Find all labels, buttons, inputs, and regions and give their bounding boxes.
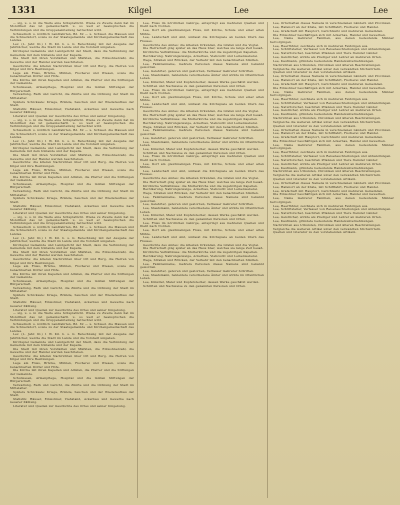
paragraph: Lee, Kaufmann, gründete bedeutende Handelsunternehmungen. — [273, 165, 375, 170]
paragraph: Schulwesen, Armenpflege, Hospital und die milden Stiftungen der Bürgerschaft. — [10, 181, 134, 190]
paragraph: Die Stadt mit ihren Vorstädten und Märkten, die Einwohnerzahl, die Gewerbe und der Handel werden beschrieben. — [10, 153, 134, 161]
paragraph: Nachrichten aus Urkunden, Chroniken und älteren Beschreibungen. — [273, 169, 382, 174]
paragraph: Lee, Dorf am gleichnamigen Fluss, mit Kirche, Schule und einer alten Mühle. — [140, 28, 264, 36]
paragraph: Lev. (L. Jahr. Kl.) 1 W. Kil. b. s. G. Berechnung mit der Ausgabe der Jahrbücher, welche die Stadt im Lande und die Vorstadt umgaben. — [10, 42, 134, 50]
paragraph: Lee, Gelehrter, geboren und gestorben, Verfasser mehrerer Schriften. — [143, 135, 255, 140]
paragraph: Kirchliche Verhältnisse: die Mutterkirche und die zugehörigen Kapellen. — [143, 183, 259, 188]
paragraph: Lee, Heerführer, zeichnete sich in mehreren Feldzügen aus. — [273, 150, 369, 155]
paragraph: Lee, Naturforscher, beschrieb Pflanzen und Tiere fremder Länder. — [273, 51, 379, 56]
paragraph: Lee, Heerführer, zeichnete sich in mehreren Feldzügen aus. — [273, 43, 369, 48]
paragraph: Literatur und Quellen zur Geschichte des Ortes und seiner Umgebung. — [13, 113, 126, 118]
paragraph: Geschichte des Amtes: die ältesten Urkunden, die Grafen und die Vogtei. — [143, 109, 260, 114]
paragraph: Lee, Ortschaften dieses Namens in verschiedenen Ländern und Provinzen. — [273, 22, 392, 25]
paragraph: Lee, Geistlicher, wirkte als Prediger und Lehrer an mehreren Orten. — [273, 215, 382, 220]
paragraph: Lee, Staatsmann, bekleidete verschiedene Ämter und wirkte im öffentlichen Leben. — [140, 139, 264, 147]
paragraph: Lee, Dorf am gleichnamigen Fluss, mit Kirche, Schule und einer alten Mühle. — [140, 161, 264, 169]
paragraph: Lee, Naturforscher, beschrieb Pflanzen und Tiere fremder Länder. — [273, 104, 379, 109]
paragraph: Lee, Name mehrerer Familien, aus denen bedeutende Männer hervorgingen. — [270, 89, 394, 98]
header-word-left: Kilgel — [128, 6, 152, 15]
paragraph: Lee, Familienname, mehrere Personen dieses Namens sind bekannt geworden. — [140, 61, 264, 70]
column-divider — [137, 22, 138, 498]
paragraph: Kirchliche Verhältnisse: die Mutterkirche und die zugehörigen Kapellen. — [143, 250, 259, 255]
paragraph: Lee, Kaufmann, gründete bedeutende Handelsunternehmungen. — [273, 112, 375, 117]
paragraph: Lee, Gelehrter, geboren und gestorben, Verfasser mehrerer Schriften. — [143, 202, 255, 207]
paragraph: Verwaltung, Rath und Gericht, die Zünfte und die Ordnung der Stadt im Mittelalter. — [10, 285, 134, 294]
paragraph: Geschichte: die älteren Nachrichten über Ort und Burg, die Herren von Kilgel und ihre Besitzungen. — [10, 160, 134, 168]
paragraph: Lev. (L. Jahr. Kl.) 1 W. Kil. b. s. G. Berechnung mit der Ausgabe der Jahrbücher, welche die Stadt im Lande und die Vorstadt umgaben. — [10, 138, 134, 147]
paragraph: — sig, u. s. in die Weite eine Schuplatlichl. Wiene zu Zweite denn hat im Mondtheil das ist gemeinschaftl. u. so weit er beanspruchen die Verbindungen und die Gruppeneinteilung betrachtet wird. — [10, 311, 134, 323]
paragraph: Lee, Hafenort an der Küste, mit Schifffahrt, Fischerei und Handel. — [273, 24, 380, 29]
paragraph: Die Stadt mit ihren Vorstädten und Märkten, die Einwohnerzahl, die Gewerbe und der Handel werden beschrieben. — [10, 346, 134, 355]
paragraph: Lee, Hafenort an der Küste, mit Schifffahrt, Fischerei und Handel. — [273, 78, 380, 83]
paragraph: Spätere Schicksale: Kriege, Brände, Seuchen und der Wiederaufbau der Stadt. — [10, 196, 134, 204]
paragraph: Lage am Fluss, Brücke, Mühlen, Fischerei und Wiesen, sowie die benachbarten Dörfer und Höfe. — [10, 70, 134, 79]
text-column-2 — [140, 22, 264, 498]
paragraph: Lee, Schriftsteller, Verfasser von Reisebeschreibungen und Abhandlungen. — [273, 154, 392, 159]
paragraph: Literatur und Quellen zur Geschichte des Ortes und seiner Umgebung. — [13, 404, 126, 409]
paragraph: Lee, Naturforscher, beschrieb Pflanzen und Tiere fremder Länder. — [273, 157, 379, 162]
paragraph: Vergleiche die weiteren Artikel unter den verwandten Stichwörtern. — [273, 119, 382, 124]
paragraph: Lee, Fluss im nördlichen Gebirge, entspringt aus mehreren Quellen und fließt nach Norden. — [140, 154, 264, 162]
paragraph: Die Stadt mit ihren Vorstädten und Märkten, die Einwohnerzahl, die Gewerbe und der Handel werden beschrieben. — [10, 56, 134, 64]
paragraph: — sig, u. s. in die Weite eine Schuplatlichl. Wiene zu Zweite denn hat im Mondtheil das ist gemeinschaftl. u. so weit er beanspruchen die Verbindungen und die Gruppeneinteilung betrachtet wird. — [10, 214, 134, 226]
paragraph: Geschichte: die älteren Nachrichten über Ort und Burg, die Herren von Kilgel und ihre Besitzungen. — [10, 353, 134, 362]
header-rule — [8, 18, 392, 19]
paragraph: Vergleiche die weiteren Artikel unter den verwandten Stichwörtern. — [273, 66, 382, 71]
paragraph: Lee, Geistlicher, wirkte als Prediger und Lehrer an mehreren Orten. — [273, 108, 382, 113]
paragraph: Schwedisch u. nördlich Landfahrten, Bd. 82 — u. Schwed. die Mausen und die Schneckdorf, sowie zu der Staatsgemeinde und Kirchengemeinschaft des Landes. — [10, 321, 134, 333]
paragraph: Lee, Gelehrter, geboren und gestorben, Verfasser mehrerer Schriften. — [143, 269, 255, 274]
paragraph: Lee, Grafschaft mit Hauptort, Gerichtssitz und mehreren Gemeinden. — [273, 82, 384, 86]
paragraph: Lee, Ortschaften dieses Namens in verschiedenen Ländern und Provinzen. — [273, 127, 392, 132]
page-number: 1331 — [11, 6, 37, 16]
paragraph: Geschichte des Amtes: die ältesten Urkunden, die Grafen und die Vogtei. — [143, 42, 260, 47]
paragraph: Lee, Landschaft und Amt, umfasst die Kirchspiele an beiden Ufern des Flusses. — [140, 168, 264, 177]
paragraph: Literatur und Quellen zur Geschichte des Ortes und seiner Umgebung. — [13, 307, 126, 312]
paragraph: Die Einwohner beschäftigen sich mit Ackerbau, Handel und Gewerben. — [273, 139, 386, 144]
paragraph: Bevölkerung, Nahrungszweige, Ackerbau, Viehzucht und Leinenweberei. — [143, 254, 259, 259]
paragraph: Lee, Schriftsteller, Verfasser von Reisebeschreibungen und Abhandlungen. — [273, 100, 392, 105]
paragraph: Lee, Schriftsteller, Verfasser von Reisebeschreibungen und Abhandlungen. — [273, 47, 392, 52]
paragraph: Spätere Schicksale: Kriege, Brände, Seuchen und der Wiederaufbau der Stadt. — [10, 99, 134, 107]
paragraph: Lee, Grafschaft mit Hauptort, Gerichtssitz und mehreren Gemeinden. — [273, 188, 384, 193]
paragraph: Lee, Fluss im nördlichen Gebirge, entspringt aus mehreren Quellen und fließt nach Norden. — [140, 87, 264, 96]
paragraph: Statistik: Häuser, Einwohner, Viehstand, Ackerbau und Gewerbe nach neuerer Zählung. — [10, 203, 134, 211]
paragraph: Lee, Heerführer, zeichnete sich in mehreren Feldzügen aus. — [273, 96, 369, 101]
paragraph: — sig, u. s. in die Weite eine Schuplatlichl. Wiene zu Zweite denn hat im Mondtheil das ist gemeinschaftl. u. so weit er beanspruchen die Verbindungen und die Gruppeneinteilung betrachtet wird. — [10, 117, 134, 129]
paragraph: Lee, Schriftsteller, Verfasser von Reisebeschreibungen und Abhandlungen. — [273, 207, 392, 212]
paragraph: Lee, Dorf am gleichnamigen Fluss, mit Kirche, Schule und einer alten Mühle. — [140, 228, 264, 236]
paragraph: Lage am Fluss, Brücke, Mühlen, Fischerei und Wiesen, sowie die benachbarten Dörfer und Höfe. — [10, 361, 134, 369]
paragraph: Kirchspiel Gemeinde und Landgericht der Stadt, dazu die Verbindung der Gemeinde mit dem Umlande und der Kapelle. — [10, 242, 134, 251]
paragraph: Lage am Fluss, Brücke, Mühlen, Fischerei und Wiesen, sowie die benachbarten Dörfer und Höfe. — [10, 264, 134, 272]
paragraph: Nachrichten aus Urkunden, Chroniken und älteren Beschreibungen. — [273, 222, 382, 227]
paragraph: — sig, u. s. in die Weite eine Schuplatlichl. Wiene zu Zweite denn hat im Mondtheil das ist gemeinschaftl. u. so weit er beanspruchen die Verbindungen und die Gruppeneinteilung betrachtet wird. — [10, 22, 134, 32]
paragraph: Lee, Gelehrter, geboren und gestorben, Verfasser mehrerer Schriften. — [143, 68, 255, 73]
paragraph: Kirchspiel Gemeinde und Landgericht der Stadt, dazu die Verbindung der Gemeinde mit dem Umlande und der Kapelle. — [10, 339, 134, 347]
paragraph: Kirchliche Verhältnisse: die Mutterkirche und die zugehörigen Kapellen. — [143, 50, 259, 55]
paragraph: Spätere Schicksale: Kriege, Brände, Seuchen und der Wiederaufbau der Stadt. — [10, 389, 134, 398]
paragraph: Verwaltung, Rath und Gericht, die Zünfte und die Ordnung der Stadt im Mittelalter. — [10, 382, 134, 391]
paragraph: Lev. (L. Jahr. Kl.) 1 W. Kil. b. s. G. Berechnung mit der Ausgabe der Jahrbücher, welche die Stadt im Lande und die Vorstadt umgaben. — [10, 332, 134, 340]
paragraph: Lee, Grafschaft mit Hauptort, Gerichtssitz und mehreren Gemeinden. — [273, 28, 384, 33]
paragraph: Kirchspiel Gemeinde und Landgericht der Stadt, dazu die Verbindung der Gemeinde mit dem Umlande und der Kapelle. — [10, 49, 134, 57]
header-word-right: Lee — [373, 6, 388, 15]
paragraph: Lee, Fluss im nördlichen Gebirge, entspringt aus mehreren Quellen und fließt nach Norden. — [140, 22, 264, 29]
paragraph: Schulwesen, Armenpflege, Hospital und die milden Stiftungen der Bürgerschaft. — [10, 85, 134, 93]
paragraph: Lee, Hafenort an der Küste, mit Schifffahrt, Fischerei und Handel. — [273, 184, 380, 189]
paragraph: Die Einwohner beschäftigen sich mit Ackerbau, Handel und Gewerben. — [273, 192, 386, 197]
paragraph: Vergleiche die weiteren Artikel unter den verwandten Stichwörtern. — [273, 173, 382, 178]
paragraph: Die Kirche mit ihren Kapellen und Altären, die Pfarrer und die Stiftungen der Gemeinde. — [10, 174, 134, 183]
paragraph: Lee, Heerführer, zeichnete sich in mehreren Feldzügen aus. — [273, 203, 369, 208]
paragraph: Lee, Dorf am gleichnamigen Fluss, mit Kirche, Schule und einer alten Mühle. — [140, 94, 264, 103]
paragraph: Bevölkerung, Nahrungszweige, Ackerbau, Viehzucht und Leinenweberei. — [143, 187, 259, 192]
paragraph: Lee, Geistlicher, wirkte als Prediger und Lehrer an mehreren Orten. — [273, 161, 382, 166]
paragraph: Lee, Staatsmann, bekleidete verschiedene Ämter und wirkte im öffentlichen Leben. — [140, 272, 264, 281]
paragraph: Schriften und Nachweise zu den genannten Personen und Orten. — [143, 283, 247, 288]
paragraph: Lee, Grafschaft mit Hauptort, Gerichtssitz und mehreren Gemeinden. — [273, 135, 384, 140]
paragraph: Bevölkerung, Nahrungszweige, Ackerbau, Viehzucht und Leinenweberei. — [143, 54, 259, 59]
paragraph: Spätere Schicksale: Kriege, Brände, Seuchen und der Wiederaufbau der Stadt. — [10, 293, 134, 301]
paragraph: Lee, Ortschaften dieses Namens in verschiedenen Ländern und Provinzen. — [273, 180, 392, 185]
paragraph: Lee, Fluss im nördlichen Gebirge, entspringt aus mehreren Quellen und fließt nach Norden. — [140, 221, 264, 229]
paragraph: Lee, Landschaft und Amt, umfasst die Kirchspiele an beiden Ufern des Flusses. — [140, 35, 264, 43]
paragraph: Lee, Name mehrerer Familien, aus denen bedeutende Männer hervorgingen. — [270, 36, 394, 44]
paragraph: Geschichte: die älteren Nachrichten über Ort und Burg, die Herren von Kilgel und ihre Besitzungen. — [10, 257, 134, 265]
paragraph: Die Herrschaft ging später an das Haus über, welches sie lange Zeit besaß. — [143, 113, 264, 118]
paragraph: Quellen und Literatur zu den vorstehenden Artikeln. — [273, 123, 357, 128]
paragraph: Die Herrschaft ging später an das Haus über, welches sie lange Zeit besaß. — [143, 246, 264, 251]
paragraph: Schriften und Nachweise zu den genannten Personen und Orten. — [143, 217, 247, 222]
paragraph: Geschichte des Amtes: die ältesten Urkunden, die Grafen und die Vogtei. — [143, 175, 260, 180]
paragraph: Bevölkerung, Nahrungszweige, Ackerbau, Viehzucht und Leinenweberei. — [143, 120, 259, 125]
paragraph: Die Einwohner beschäftigen sich mit Ackerbau, Handel und Gewerben. — [273, 85, 386, 90]
paragraph: Lee, Staatsmann, bekleidete verschiedene Ämter und wirkte im öffentlichen Leben. — [140, 206, 264, 214]
paragraph: Die Herrschaft ging später an das Haus über, welches sie lange Zeit besaß. — [143, 179, 264, 184]
paragraph: Statistik: Häuser, Einwohner, Viehstand, Ackerbau und Gewerbe nach neuerer Zählung. — [10, 300, 134, 308]
paragraph: Lee, Künstler, Maler und Kupferstecher, dessen Werke geschätzt werden. — [143, 213, 260, 218]
paragraph: Schriften und Nachweise zu den genannten Personen und Orten. — [143, 150, 247, 155]
column-divider — [267, 22, 268, 498]
paragraph: Lee, Hafenort an der Küste, mit Schifffahrt, Fischerei und Handel. — [273, 131, 380, 136]
paragraph: Lee, Familienname, mehrere Personen dieses Namens sind bekannt geworden. — [140, 128, 264, 136]
paragraph: Quellen und Literatur zu den vorstehenden Artikeln. — [273, 70, 357, 75]
paragraph: Quellen und Literatur zu den vorstehenden Artikeln. — [273, 230, 357, 235]
paragraph: Schwedisch u. nördlich Landfahrten, Bd. 82 — u. Schwed. die Mausen und die Schneckdorf, sowie zu der Staatsgemeinde und Kirchengemeinschaft des Landes. — [10, 128, 134, 139]
paragraph: Literatur und Quellen zur Geschichte des Ortes und seiner Umgebung. — [13, 210, 126, 215]
paragraph: Die Kirche mit ihren Kapellen und Altären, die Pfarrer und die Stiftungen der Gemeinde. — [10, 368, 134, 376]
paragraph: Lage am Fluss, Brücke, Mühlen, Fischerei und Wiesen, sowie die benachbarten Dörfer und Höfe. — [10, 167, 134, 175]
paragraph: Schwedisch u. nördlich Landfahrten, Bd. 82 — u. Schwed. die Mausen und die Schneckdorf, sowie zu der Staatsgemeinde und Kirchengemeinschaft des Landes. — [10, 225, 134, 236]
paragraph: Lee, Ortschaften dieses Namens in verschiedenen Ländern und Provinzen. — [273, 74, 392, 79]
paragraph: Geschichte des Amtes: die ältesten Urkunden, die Grafen und die Vogtei. — [143, 242, 260, 247]
paragraph: Statistik: Häuser, Einwohner, Viehstand, Ackerbau und Gewerbe nach neuerer Zählung. — [10, 397, 134, 405]
paragraph: Lee, Geistlicher, wirkte als Prediger und Lehrer an mehreren Orten. — [273, 55, 382, 60]
paragraph: Schulwesen, Armenpflege, Hospital und die milden Stiftungen der Bürgerschaft. — [10, 278, 134, 287]
paragraph: Nachrichten aus Urkunden, Chroniken und älteren Beschreibungen. — [273, 116, 382, 121]
paragraph: Lev. (L. Jahr. Kl.) 1 W. Kil. b. s. G. Berechnung mit der Ausgabe der Jahrbücher, welche die Stadt im Lande und die Vorstadt umgaben. — [10, 235, 134, 243]
paragraph: Lee, Familienname, mehrere Personen dieses Namens sind bekannt geworden. — [140, 195, 264, 203]
header-word-center: Lee — [234, 6, 249, 15]
paragraph: Statistik: Häuser, Einwohner, Viehstand, Ackerbau und Gewerbe nach neuerer Zählung. — [10, 106, 134, 115]
paragraph: Lee, Künstler, Maler und Kupferstecher, dessen Werke geschätzt werden. — [143, 146, 260, 151]
paragraph: Lee, Naturforscher, beschrieb Pflanzen und Tiere fremder Länder. — [273, 211, 379, 216]
text-column-1 — [10, 22, 134, 498]
paragraph: Vergleiche die weiteren Artikel unter den verwandten Stichwörtern. — [273, 226, 382, 231]
paragraph: Lee, Kaufmann, gründete bedeutende Handelsunternehmungen. — [273, 218, 375, 223]
paragraph: Lee, Familienname, mehrere Personen dieses Namens sind bekannt geworden. — [140, 261, 264, 270]
paragraph: Lee, Staatsmann, bekleidete verschiedene Ämter und wirkte im öffentlichen Leben. — [140, 72, 264, 81]
paragraph: Lee, Künstler, Maler und Kupferstecher, dessen Werke geschätzt werden. — [143, 80, 260, 84]
paragraph: Schriften und Nachweise zu den genannten Personen und Orten. — [143, 83, 247, 88]
paragraph: Wege, Straßen und Brücken, der Verkehr mit den benachbarten Städten. — [143, 191, 259, 196]
page-header — [8, 6, 392, 18]
paragraph: Kirchliche Verhältnisse: die Mutterkirche und die zugehörigen Kapellen. — [143, 116, 259, 121]
paragraph: Verwaltung, Rath und Gericht, die Zünfte und die Ordnung der Stadt im Mittelalter. — [10, 189, 134, 197]
paragraph: Lee, Künstler, Maler und Kupferstecher, dessen Werke geschätzt werden. — [143, 280, 260, 285]
paragraph: Lee, Kaufmann, gründete bedeutende Handelsunternehmungen. — [273, 58, 375, 63]
text-column-3 — [270, 22, 394, 498]
paragraph: Die Einwohner beschäftigen sich mit Ackerbau, Handel und Gewerben. — [273, 32, 386, 37]
paragraph: Die Kirche mit ihren Kapellen und Altären, die Pfarrer und die Stiftungen der Gemeinde. — [10, 271, 134, 279]
paragraph: Schulwesen, Armenpflege, Hospital und die milden Stiftungen der Bürgerschaft. — [10, 375, 134, 383]
paragraph: Lee, Landschaft und Amt, umfasst die Kirchspiele an beiden Ufern des Flusses. — [140, 102, 264, 110]
paragraph: Die Herrschaft ging später an das Haus über, welches sie lange Zeit besaß. — [143, 46, 264, 51]
paragraph: Kirchspiel Gemeinde und Landgericht der Stadt, dazu die Verbindung der Gemeinde mit dem Umlande und der Kapelle. — [10, 146, 134, 154]
paragraph: Lee, Name mehrerer Familien, aus denen bedeutende Männer hervorgingen. — [270, 196, 394, 204]
paragraph: Wege, Straßen und Brücken, der Verkehr mit den benachbarten Städten. — [143, 57, 259, 62]
paragraph: Schwedisch u. nördlich Landfahrten, Bd. 82 — u. Schwed. die Mausen und die Schneckdorf, sowie zu der Staatsgemeinde und Kirchengemeinschaft des Landes. — [10, 31, 134, 43]
paragraph: Quellen und Literatur zu den vorstehenden Artikeln. — [273, 177, 357, 182]
paragraph: Geschichte: die älteren Nachrichten über Ort und Burg, die Herren von Kilgel und ihre Besitzungen. — [10, 63, 134, 71]
paragraph: Wege, Straßen und Brücken, der Verkehr mit den benachbarten Städten. — [143, 258, 259, 262]
paragraph: Verwaltung, Rath und Gericht, die Zünfte und die Ordnung der Stadt im Mittelalter. — [10, 92, 134, 100]
paragraph: Nachrichten aus Urkunden, Chroniken und älteren Beschreibungen. — [273, 62, 382, 67]
paragraph: Wege, Straßen und Brücken, der Verkehr mit den benachbarten Städten. — [143, 124, 259, 129]
paragraph: Lee, Name mehrerer Familien, aus denen bedeutende Männer hervorgingen. — [270, 143, 394, 151]
paragraph: Lee, Landschaft und Amt, umfasst die Kirchspiele an beiden Ufern des Flusses. — [140, 235, 264, 243]
paragraph: Die Kirche mit ihren Kapellen und Altären, die Pfarrer und die Stiftungen der Gemeinde. — [10, 78, 134, 86]
paragraph: Die Stadt mit ihren Vorstädten und Märkten, die Einwohnerzahl, die Gewerbe und der Handel werden beschrieben. — [10, 250, 134, 258]
